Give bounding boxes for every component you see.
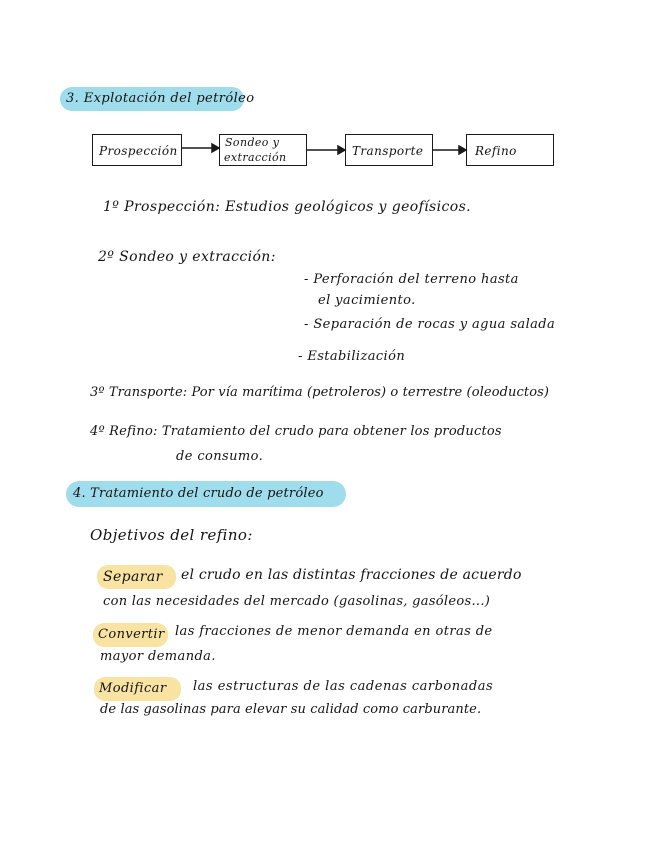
item-1-prospeccion: 1º Prospección: Estudios geológicos y geofísicos. xyxy=(103,199,472,215)
item-3-transporte: 3º Transporte: Por vía marítima (petroleros) o terrestre (oleoductos) xyxy=(90,385,550,400)
item-2-sondeo: 2º Sondeo y extracción: xyxy=(98,249,276,265)
item-4-refino-line1: 4º Refino: Tratamiento del crudo para obtener los productos xyxy=(90,424,502,439)
obj3-line1: las estructuras de las cadenas carbonadas xyxy=(193,679,494,694)
obj1-keyword: Separar xyxy=(103,569,163,585)
obj1-line2: con las necesidades del mercado (gasolinas, gasóleos...) xyxy=(103,594,491,609)
item-2-sub-2: - Separación de rocas y agua salada xyxy=(304,317,556,332)
item-2-sub-1-line2: el yacimiento. xyxy=(318,293,416,308)
flow-step-3-label: Transporte xyxy=(352,144,424,158)
item-4-refino-line2: de consumo. xyxy=(176,449,264,464)
obj1-line1: el crudo en las distintas fracciones de acuerdo xyxy=(181,567,522,583)
section4-subtitle: Objetivos del refino: xyxy=(90,526,253,544)
obj2-line1: las fracciones de menor demanda en otras de xyxy=(175,624,493,639)
flow-step-1-label: Prospección xyxy=(99,144,178,158)
item-2-sub-3: - Estabilización xyxy=(298,349,406,364)
item-2-sub-1-line1: - Perforación del terreno hasta xyxy=(304,272,519,287)
section4-title: 4. Tratamiento del crudo de petróleo xyxy=(73,486,324,501)
flow-step-2-label-line2: extracción xyxy=(224,151,287,164)
obj2-line2: mayor demanda. xyxy=(100,649,216,664)
obj3-keyword: Modificar xyxy=(99,681,167,696)
obj2-keyword: Convertir xyxy=(98,627,165,642)
flow-step-2-label-line1: Sondeo y xyxy=(225,136,280,149)
obj3-line2: de las gasolinas para elevar su calidad como carburante. xyxy=(100,702,482,717)
flow-step-4-label: Refino xyxy=(475,144,517,158)
section3-title: 3. Explotación del petróleo xyxy=(66,91,255,106)
